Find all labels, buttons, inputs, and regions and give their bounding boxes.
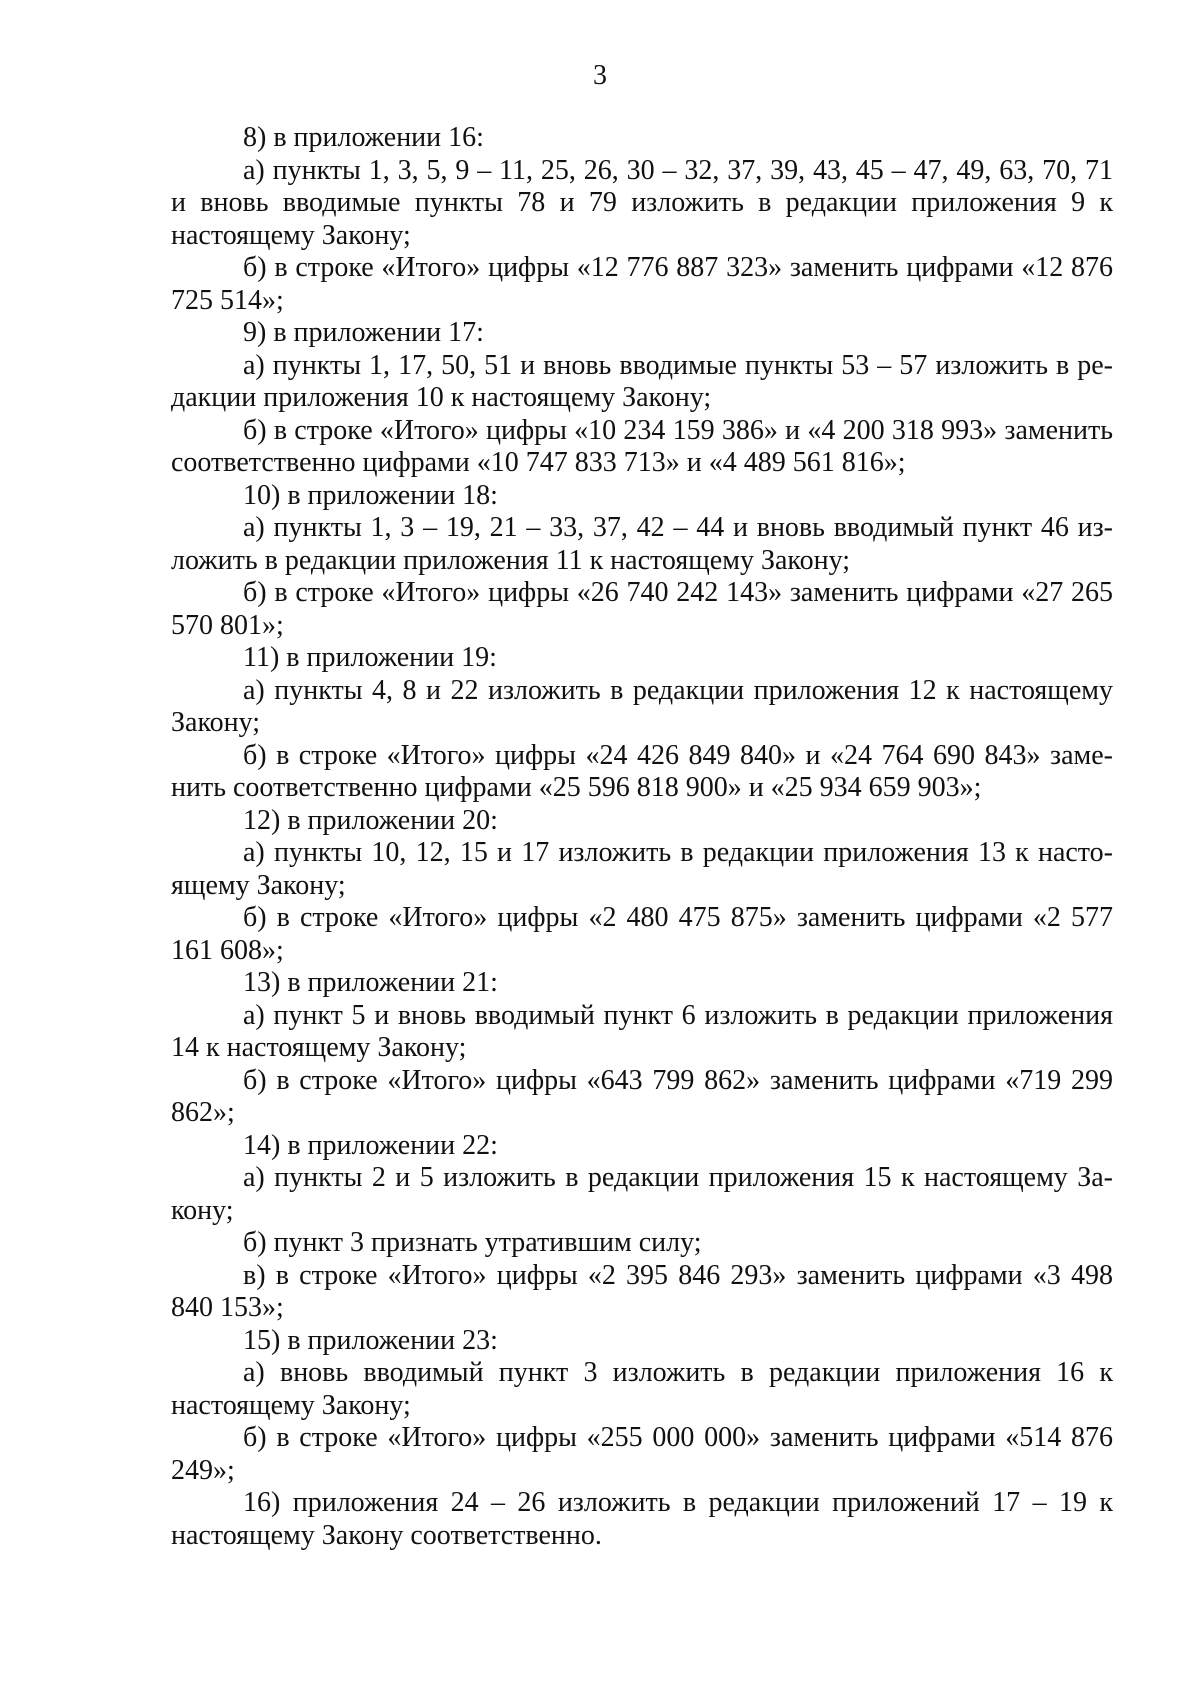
paragraph-item-8b: б) в строке «Итого» цифры «12 776 887 323» заменить цифрами «12 876 725 514»; <box>171 252 1113 316</box>
paragraph-item-9a: а) пункты 1, 17, 50, 51 и вновь вводимые пункты 53 – 57 изложить в редакции приложения 10 к настоящему Закону; <box>171 349 1113 413</box>
paragraph-item-11b: б) в строке «Итого» цифры «24 426 849 840» и «24 764 690 843» заменить соответственно цифрами «25 596 818 900» и «25 934 659 903»; <box>171 739 1113 803</box>
paragraph-item-14: 14) в приложении 22: <box>243 1129 498 1161</box>
paragraph-item-16: 16) приложения 24 – 26 изложить в редакции приложений 17 – 19 к настоящему Закону соответственно. <box>171 1487 1113 1551</box>
paragraph-item-10: 10) в приложении 18: <box>243 479 498 511</box>
page-number: 3 <box>593 60 607 91</box>
paragraph-item-9b: б) в строке «Итого» цифры «10 234 159 386» и «4 200 318 993» заменить соответственно цифрами «10 747 833 713» и «4 489 561 816»; <box>171 414 1113 478</box>
paragraph-item-15b: б) в строке «Итого» цифры «255 000 000» заменить цифрами «514 876 249»; <box>171 1422 1113 1486</box>
paragraph-item-15: 15) в приложении 23: <box>243 1324 498 1356</box>
paragraph-item-11a: а) пункты 4, 8 и 22 изложить в редакции приложения 12 к настоящему Закону; <box>171 674 1113 738</box>
paragraph-item-14b: б) пункт 3 признать утратившим силу; <box>243 1227 702 1258</box>
paragraph-item-11: 11) в приложении 19: <box>243 642 497 673</box>
paragraph-item-10a: а) пункты 1, 3 – 19, 21 – 33, 37, 42 – 44 и вновь вводимый пункт 46 изложить в редакции приложения 11 к настоящему Закону; <box>171 512 1113 576</box>
paragraph-item-13b: б) в строке «Итого» цифры «643 799 862» заменить цифрами «719 299 862»; <box>171 1064 1113 1128</box>
paragraph-item-10b: б) в строке «Итого» цифры «26 740 242 143» заменить цифрами «27 265 570 801»; <box>171 577 1113 641</box>
paragraph-item-8: 8) в приложении 16: <box>243 122 484 153</box>
paragraph-item-12: 12) в приложении 20: <box>243 804 498 836</box>
paragraph-item-14v: в) в строке «Итого» цифры «2 395 846 293» заменить цифрами «3 498 840 153»; <box>171 1259 1113 1323</box>
paragraph-item-9: 9) в приложении 17: <box>243 317 484 348</box>
paragraph-item-14a: а) пункты 2 и 5 изложить в редакции приложения 15 к настоящему Закону; <box>171 1162 1113 1226</box>
document-body <box>171 122 1113 1552</box>
paragraph-item-15a: а) вновь вводимый пункт 3 изложить в редакции приложения 16 к настоящему Закону; <box>171 1357 1113 1421</box>
paragraph-item-8a: а) пункты 1, 3, 5, 9 – 11, 25, 26, 30 – 32, 37, 39, 43, 45 – 47, 49, 63, 70, 71 и вновь вводимые пункты 78 и 79 изложить в редакции приложения 9 к настоящему Закону; <box>171 154 1113 251</box>
paragraph-item-12b: б) в строке «Итого» цифры «2 480 475 875» заменить цифрами «2 577 161 608»; <box>171 902 1113 966</box>
paragraph-item-13a: а) пункт 5 и вновь вводимый пункт 6 изложить в редакции приложения 14 к настоящему Закону; <box>171 999 1113 1063</box>
paragraph-item-13: 13) в приложении 21: <box>243 967 498 998</box>
paragraph-item-12a: а) пункты 10, 12, 15 и 17 изложить в редакции приложения 13 к настоящему Закону; <box>171 837 1113 901</box>
